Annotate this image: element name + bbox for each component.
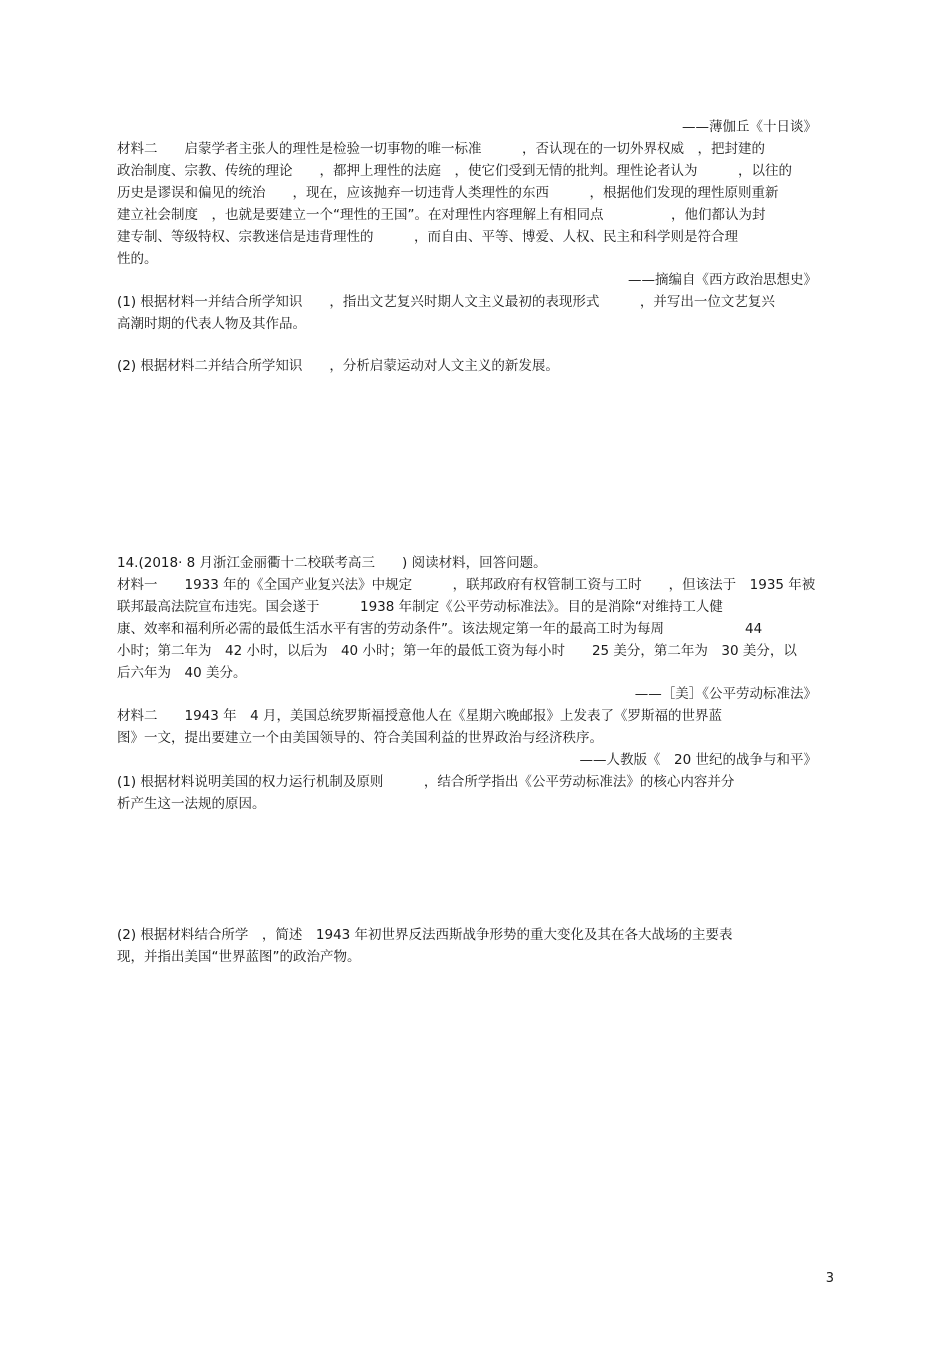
page-number: 3 [825, 1271, 834, 1286]
question-14-2-line-2: 现，并指出美国“世界蓝图”的政治产物。 [117, 949, 361, 965]
attribution-fair-labor-act: ——［美］《公平劳动标准法》 [634, 686, 817, 702]
material-2-line-6: 性的。 [117, 251, 158, 267]
question-13-1-line-2: 高潮时期的代表人物及其作品。 [117, 316, 306, 332]
question-14-1-line-2: 析产生这一法规的原因。 [117, 796, 266, 812]
q14-material-1-line-1: 材料一 1933 年的《全国产业复兴法》中规定 ，联邦政府有权管制工资与工时 ，但该法于 1935 年被 [117, 577, 816, 593]
attribution-war-and-peace: ——人教版《 20 世纪的战争与和平》 [579, 752, 817, 768]
question-14-1-line-1: (1) 根据材料说明美国的权力运行机制及原则 ，结合所学指出《公平劳动标准法》的核心内容并分 [117, 774, 735, 790]
material-2-line-3: 历史是谬误和偏见的统治 ，现在，应该抛弃一切违背人类理性的东西 ，根据他们发现的理性原则重新 [117, 185, 779, 201]
q14-material-1-line-2: 联邦最高法院宣布违宪。国会遂于 1938 年制定《公平劳动标准法》。目的是消除“对维持工人健 [117, 599, 723, 615]
attribution-decameron: ——薄伽丘《十日谈》 [682, 119, 817, 135]
q14-material-2-line-1: 材料二 1943 年 4 月，美国总统罗斯福授意他人在《星期六晚邮报》上发表了《罗斯福的世界蓝 [117, 708, 723, 724]
q14-material-2-line-2: 图》一文，提出要建立一个由美国领导的、符合美国利益的世界政治与经济秩序。 [117, 730, 603, 746]
attribution-western-politics: ——摘编自《西方政治思想史》 [628, 272, 817, 288]
material-2-line-2: 政治制度、宗教、传统的理论 ，都押上理性的法庭 ，使它们受到无情的批判。理性论者认为 ，以往的 [117, 163, 792, 179]
question-14-2-line-1: (2) 根据材料结合所学 ，简述 1943 年初世界反法西斯战争形势的重大变化及其在各大战场的主要表 [117, 927, 733, 943]
question-14-title: 14.(2018· 8 月浙江金丽衢十二校联考高三 ) 阅读材料，回答问题。 [117, 555, 547, 571]
q14-material-1-line-5: 后六年为 40 美分。 [117, 665, 247, 681]
material-2-line-1: 材料二 启蒙学者主张人的理性是检验一切事物的唯一标准 ，否认现在的一切外界权威 ，把封建的 [117, 141, 765, 157]
q14-material-1-line-3: 康、效率和福利所必需的最低生活水平有害的劳动条件”。该法规定第一年的最高工时为每周 44 [117, 621, 763, 637]
q14-material-1-line-4: 小时；第二年为 42 小时，以后为 40 小时；第一年的最低工资为每小时 25 美分，第二年为 30 美分，以 [117, 643, 797, 659]
question-13-1-line-1: (1) 根据材料一并结合所学知识 ，指出文艺复兴时期人文主义最初的表现形式 ，并写出一位文艺复兴 [117, 294, 775, 310]
material-2-line-4: 建立社会制度 ，也就是要建立一个“理性的王国”。在对理性内容理解上有相同点 ，他们都认为封 [117, 207, 766, 223]
question-13-2: (2) 根据材料二并结合所学知识 ，分析启蒙运动对人文主义的新发展。 [117, 358, 559, 374]
material-2-line-5: 建专制、等级特权、宗教迷信是违背理性的 ，而自由、平等、博爱、人权、民主和科学则是符合理 [117, 229, 738, 245]
